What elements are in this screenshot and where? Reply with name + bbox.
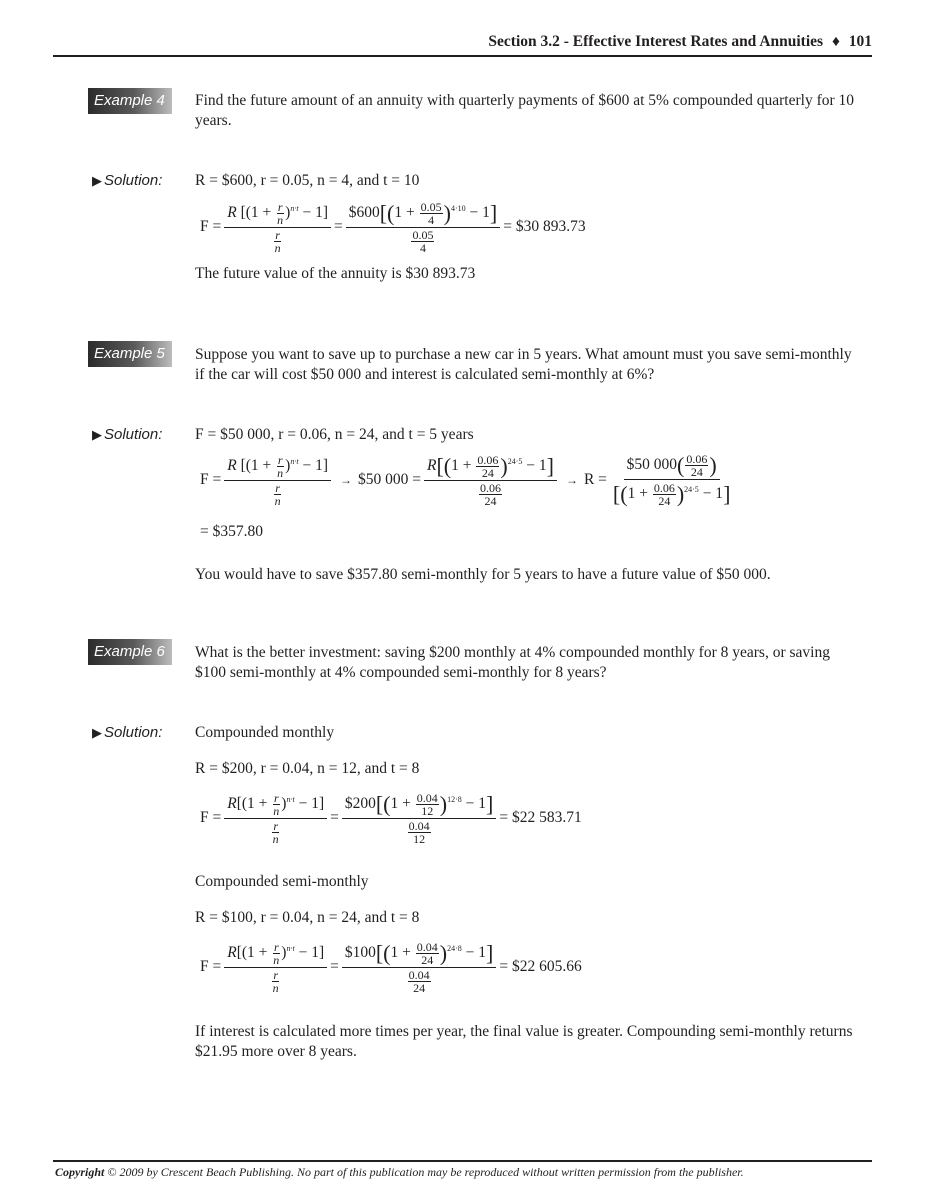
example-5-solution-label: ▶ Solution:	[92, 426, 163, 443]
example-5-tag: Example 5	[88, 341, 172, 367]
example-6-question: What is the better investment: saving $200 monthly at 4% compounded monthly for 8 years, or saving $100 semi-monthly at 4% compounded semi-monthly for 8 years?	[195, 644, 830, 681]
part-semimonthly-formula: F = R[(1 + $\frac{r}{n}$ )$^{n\cdot t}$ − 1] $\frac{r}{n}$ = $100[(1 + $\frac{0.04}{24}$ )$^{24\cdot 8}$ − 1] $\frac{0.04}{24}$ = $22 605.66	[200, 940, 582, 996]
example-6-solution-label: ▶ Solution:	[92, 724, 163, 741]
section-title: Section 3.2 - Effective Interest Rates and Annuities	[488, 33, 824, 50]
part-monthly-formula: F = R[(1 + $\frac{r}{n}$ )$^{n\cdot t}$ − 1] $\frac{r}{n}$ = $200[(1 + $\frac{0.04}{12}$ )$^{12\cdot 8}$ − 1] $\frac{0.04}{12}$ = $22 583.71	[200, 791, 582, 847]
example-6-tag: Example 6	[88, 639, 172, 665]
example-5-question: Suppose you want to save up to purchase a new car in 5 years. What amount must you save semi-monthly if the car will cost $50 000 and interest is calculated semi-monthly at 6%?	[195, 346, 852, 383]
footer-divider	[53, 1160, 872, 1162]
example-4-tag: Example 4	[88, 88, 172, 114]
example-4-given: R = $600, r = 0.05, n = 4, and t = 10	[195, 172, 420, 189]
example-4-conclusion: The future value of the annuity is $30 893.73	[195, 265, 476, 282]
part-monthly-given: R = $200, r = 0.04, n = 12, and t = 8	[195, 760, 420, 777]
part-semimonthly-given: R = $100, r = 0.04, n = 24, and t = 8	[195, 909, 420, 926]
example-4-question: Find the future amount of an annuity with quarterly payments of $600 at 5% compounded quarterly for 10 years.	[195, 92, 855, 129]
part-monthly-heading: Compounded monthly	[195, 724, 335, 741]
diamond-icon: ♦	[831, 33, 840, 50]
example-5-given: F = $50 000, r = 0.06, n = 24, and t = 5 years	[195, 426, 474, 443]
triangle-right-icon: ▶	[92, 173, 102, 188]
page-number: 101	[848, 33, 872, 50]
triangle-right-icon: ▶	[92, 427, 102, 442]
example-5-result: = $357.80	[200, 523, 263, 540]
example-6-conclusion: If interest is calculated more times per year, the final value is greater. Compounding semi-monthly returns $21.95 more over 8 years.	[195, 1023, 853, 1060]
example-5-conclusion: You would have to save $357.80 semi-monthly for 5 years to have a future value of $50 000.	[195, 566, 771, 583]
example-4-formula: F = R [(1 + $\frac{r}{n}$ )$^{n\cdot t}$ − 1] $\frac{r}{n}$ = $600[(1 + $\frac{0.05}{4}$ )$^{4\cdot 10}$ − 1] $\frac{0.05}{4}$ = $30 893.73	[200, 200, 586, 256]
triangle-right-icon: ▶	[92, 725, 102, 740]
example-5-formula: F = R [(1 + $\frac{r}{n}$ )$^{n\cdot t}$ − 1] $\frac{r}{n}$ → $50 000 = R[(1 + $\frac{0.06}{24}$ )$^{24\cdot 5}$ − 1] $\frac{0.06}{24}$ → R = $50 000( $\frac{0.06}{24}$ ) [(1 + $\frac{0.06}{24}$ )$^{24\cdot 5}$ − 1]	[200, 452, 731, 509]
page-header	[53, 33, 872, 57]
example-4-solution-label: ▶ Solution:	[92, 172, 163, 189]
part-semimonthly-heading: Compounded semi-monthly	[195, 873, 369, 890]
footer-copyright: Copyright © 2009 by Crescent Beach Publishing. No part of this publication may be reproduced without written permission from the publisher.	[55, 1165, 744, 1179]
